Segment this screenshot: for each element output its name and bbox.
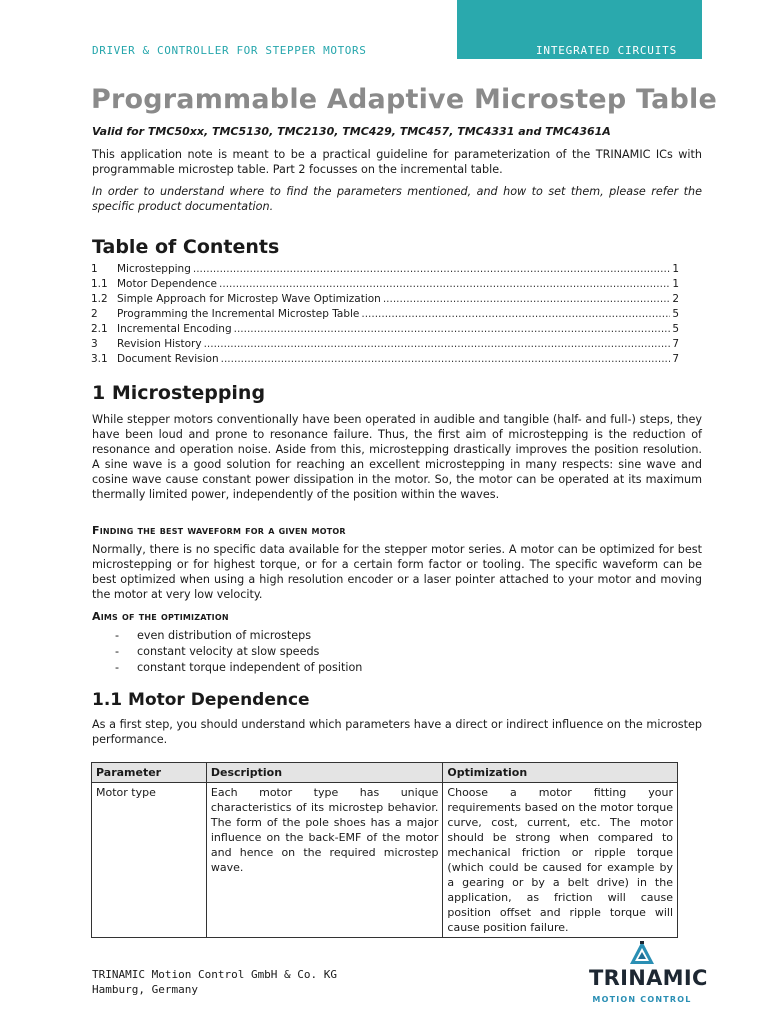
motor-parameters-table — [91, 762, 678, 938]
toc-entry[interactable] — [91, 307, 679, 322]
cell-description: Each motor type has unique characteristics of its microstep behavior. The form of the pole shoes has a major influence on the back-EMF of the motor and hence on the required microstep wave. — [206, 783, 443, 938]
list-item: - even distribution of microsteps — [115, 629, 312, 642]
toc-entry[interactable] — [91, 277, 679, 292]
document-title: Programmable Adaptive Microstep Table — [91, 84, 718, 115]
toc-entry-title[interactable]: Incremental Encoding — [117, 323, 232, 335]
toc-entry-title[interactable]: Revision History — [117, 338, 202, 350]
intro-paragraph: This application note is meant to be a practical guideline for parameterization of the TRINAMIC ICs with programmable microstep table. Part 2 focusses on the incremental table. — [92, 148, 702, 176]
intro-reference-paragraph: In order to understand where to find the parameters mentioned, and how to set them, please refer the specific product documentation. — [92, 185, 702, 213]
toc-entry-number: 1 — [91, 263, 98, 275]
table-row — [92, 783, 678, 938]
motor-dependence-paragraph: As a first step, you should understand which parameters have a direct or indirect influence on the microstep performance. — [92, 718, 702, 746]
toc-leader-dots — [234, 322, 671, 337]
toc-entry-page[interactable]: 5 — [672, 308, 679, 320]
list-item: - constant torque independent of position — [115, 661, 363, 674]
toc-entry-title[interactable]: Simple Approach for Microstep Wave Optimization — [117, 293, 381, 305]
best-waveform-paragraph: Normally, there is no specific data available for the stepper motor series. A motor can be optimized for best microstepping or for highest torque, or for a certain form factor or tooling. The specific waveform can be best optimized when using a high resolution encoder or a laser pointer attached to your motor and moving the motor at very low velocity. — [92, 543, 702, 601]
toc-entry-title[interactable]: Microstepping — [117, 263, 191, 275]
column-header-optimization: Optimization — [443, 763, 678, 783]
toc-entry-title[interactable]: Motor Dependence — [117, 278, 218, 290]
table-header-row — [92, 763, 678, 783]
header-product-line: DRIVER & CONTROLLER FOR STEPPER MOTORS — [92, 44, 367, 57]
toc-entry-page[interactable]: 1 — [672, 278, 679, 290]
footer-location: Hamburg, Germany — [92, 983, 198, 996]
valid-for-line: Valid for TMC50xx, TMC5130, TMC2130, TMC429, TMC457, TMC4331 and TMC4361A — [92, 125, 611, 138]
footer-company-name: TRINAMIC Motion Control GmbH & Co. KG — [92, 968, 338, 981]
logo-wordmark: TRINAMIC — [589, 966, 708, 990]
toc-entry[interactable] — [91, 292, 679, 307]
toc-entry-page[interactable]: 7 — [672, 353, 679, 365]
toc-entry[interactable] — [91, 262, 679, 277]
toc-leader-dots — [193, 262, 670, 277]
trinamic-logo-icon — [627, 940, 657, 968]
toc-leader-dots — [221, 352, 671, 367]
section-heading-motor-dependence: 1.1 Motor Dependence — [92, 690, 310, 710]
logo-tagline: MOTION CONTROL — [592, 995, 692, 1004]
table-of-contents — [91, 262, 679, 367]
toc-entry-page[interactable]: 5 — [672, 323, 679, 335]
optimization-aims-list — [115, 628, 362, 676]
toc-entry-page[interactable]: 7 — [672, 338, 679, 350]
microstepping-paragraph: While stepper motors conventionally have been operated in audible and tangible (half- and full-) steps, they have been loud and prone to resonance failure. Thus, the first aim of microstepping is the reduction of resonance and operation noise. Aside from this, microstepping drastically improves the position resolution. A sine wave is a good solution for reaching an excellent microstepping in many respects: sine wave and cosine wave cause constant power dissipation in the motor. So, the motor can be operated at its maximum thermally limited power, independently of the position within the waves. — [92, 413, 702, 501]
toc-leader-dots — [361, 307, 670, 322]
toc-entry-number: 3 — [91, 338, 98, 350]
column-header-description: Description — [206, 763, 443, 783]
toc-leader-dots — [219, 277, 670, 292]
list-item: - constant velocity at slow speeds — [115, 645, 320, 658]
header-category: INTEGRATED CIRCUITS — [535, 44, 677, 57]
subheading-optimization-aims: Aims of the optimization — [92, 610, 229, 623]
toc-entry-number: 3.1 — [91, 353, 108, 365]
cell-optimization: Choose a motor fitting your requirements based on the motor torque curve, cost, current, etc. The motor should be strong when compared to mechanical friction or ripple torque (which could be caused for example by a gearing or by a belt drive) in the application, as friction will cause position offset and ripple torque will cause position failure. — [443, 783, 678, 938]
toc-entry-number: 1.2 — [91, 293, 108, 305]
section-heading-microstepping: 1 Microstepping — [92, 382, 266, 404]
toc-entry-number: 2.1 — [91, 323, 108, 335]
toc-entry-page[interactable]: 1 — [672, 263, 679, 275]
footer-company — [92, 967, 337, 997]
toc-heading: Table of Contents — [92, 236, 280, 258]
toc-entry[interactable] — [91, 352, 679, 367]
toc-entry-title[interactable]: Document Revision — [117, 353, 219, 365]
toc-entry[interactable] — [91, 322, 679, 337]
toc-entry-page[interactable]: 2 — [672, 293, 679, 305]
toc-entry-title[interactable]: Programming the Incremental Microstep Table — [117, 308, 360, 320]
column-header-parameter: Parameter — [92, 763, 207, 783]
toc-entry[interactable] — [91, 337, 679, 352]
toc-entry-number: 2 — [91, 308, 98, 320]
cell-parameter: Motor type — [92, 783, 207, 938]
subheading-best-waveform: Finding the best waveform for a given motor — [92, 524, 346, 537]
toc-leader-dots — [383, 292, 670, 307]
trinamic-logo — [589, 940, 708, 1010]
header-category-box — [457, 0, 702, 59]
toc-entry-number: 1.1 — [91, 278, 108, 290]
toc-leader-dots — [204, 337, 671, 352]
